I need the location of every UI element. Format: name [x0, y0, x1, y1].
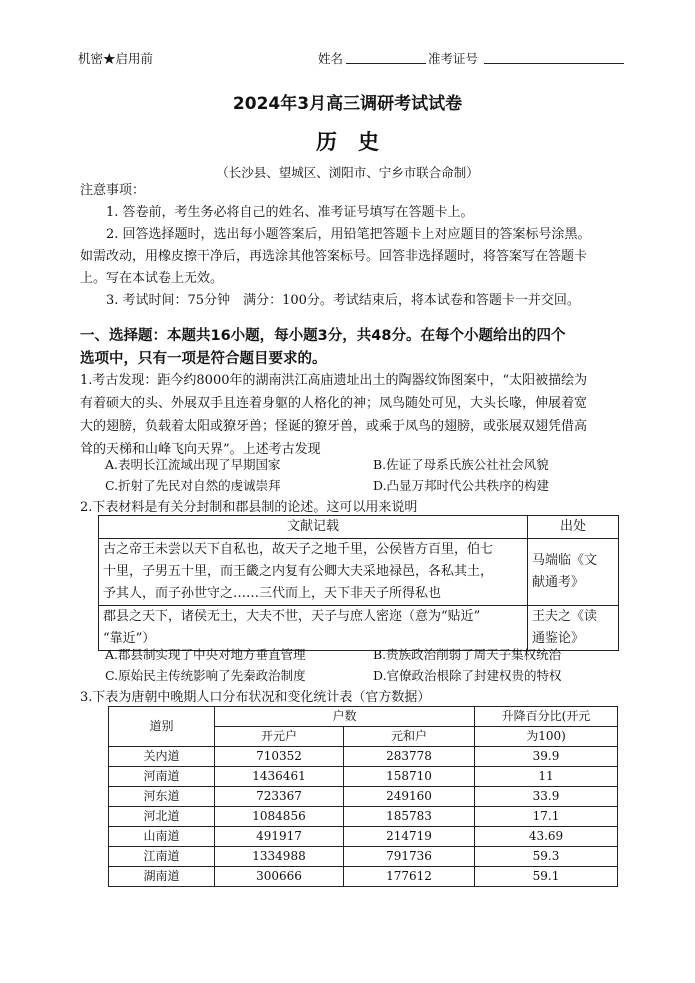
q3-population-table [108, 706, 618, 887]
q1-option-c[interactable]: C.折射了先民对自然的虔诚崇拜 [105, 478, 281, 493]
confidential-mark: 机密★启用前 [78, 51, 154, 66]
q2-row-source [528, 539, 619, 606]
q3-cell-kaiyuan: 710352 [215, 747, 344, 767]
q2-source-line: 马端临《文 [532, 553, 598, 568]
q1-option-a[interactable]: A.表明长江流域出现了早期国家 [105, 457, 281, 472]
q1-line: 有着硕大的头、外展双手且连着身躯的人格化的神；凤鸟随处可见，大头长喙，伸展着宽 [80, 396, 588, 411]
q3-cell-kaiyuan: 300666 [215, 867, 344, 887]
note-line: 上。写在本试卷上无效。 [80, 271, 224, 286]
q2-header-text: 文献记载 [99, 516, 528, 539]
name-label: 姓名 [318, 51, 344, 66]
note-line: 如需改动，用橡皮擦干净后，再选涂其他答案标号。回答非选择题时，将答案写在答题卡 [80, 249, 588, 264]
q2-source-line: 献通考》 [532, 575, 585, 590]
q3-cell-yuanhe: 214719 [344, 827, 475, 847]
q2-source-line: 通鉴论》 [532, 631, 585, 646]
q2-text-line: 十里，子男五十里，而王畿之内复有公卿大夫采地禄邑，各私其土， [103, 564, 494, 579]
question-2-stem: 2.下表材料是有关分封制和郡县制的论述。这可以用来说明 [80, 500, 418, 515]
notes-block [80, 180, 620, 312]
q3-cell-region: 关内道 [109, 747, 215, 767]
exam-title: 2024年3月高三调研考试试卷 [232, 94, 463, 114]
q2-row-text [99, 606, 528, 651]
q3-cell-kaiyuan: 1436461 [215, 767, 344, 787]
q3-cell-yuanhe: 249160 [344, 787, 475, 807]
q3-cell-kaiyuan: 491917 [215, 827, 344, 847]
note-line: 1. 答卷前，考生务必将自己的姓名、准考证号填写在答题卡上。 [106, 205, 474, 220]
q3-cell-pct: 59.1 [475, 867, 618, 887]
q3-cell-region: 湖南道 [109, 867, 215, 887]
question-1-stem [80, 369, 620, 461]
q3-header-pct-2: 为100) [475, 727, 618, 747]
q2-text-line: 古之帝王未尝以天下自私也，故天子之地千里，公侯皆方百里，伯七 [103, 542, 494, 557]
q2-option-b[interactable]: B.贵族政治削弱了周天子集权统治 [373, 647, 562, 662]
q3-cell-yuanhe: 177612 [344, 867, 475, 887]
q2-text-line: “靠近”） [103, 631, 156, 646]
q2-option-c[interactable]: C.原始民主传统影响了先秦政治制度 [105, 668, 306, 683]
q1-option-d[interactable]: D.凸显万邦时代公共秩序的构建 [373, 478, 550, 493]
q3-cell-kaiyuan: 1084856 [215, 807, 344, 827]
q3-cell-yuanhe: 283778 [344, 747, 475, 767]
q2-text-line: 予其人，而子孙世守之……三代而上，天下非天子所得私也 [103, 586, 442, 601]
section-heading [80, 325, 620, 371]
q2-row-source [528, 606, 619, 651]
name-blank [346, 63, 426, 64]
q1-line: 大的翅膀，负载着太阳或獠牙兽；怪诞的獠牙兽，或乘于凤鸟的翅膀，或张展双翅凭借高 [80, 419, 588, 434]
table-row [109, 807, 618, 827]
q3-cell-pct: 33.9 [475, 787, 618, 807]
q2-row-text [99, 539, 528, 606]
q2-source-table [98, 515, 619, 651]
q1-option-b[interactable]: B.佐证了母系氏族公社社会风貌 [373, 457, 549, 472]
q3-header-yuanhe: 元和户 [344, 727, 475, 747]
q3-cell-pct: 43.69 [475, 827, 618, 847]
q1-line: 耸的天梯和山峰飞向天界”。上述考古发现 [80, 442, 321, 457]
q3-header-pct-1: 升降百分比(开元 [475, 707, 618, 727]
q3-cell-kaiyuan: 723367 [215, 787, 344, 807]
table-row [109, 827, 618, 847]
table-row [109, 787, 618, 807]
q2-source-line: 王夫之《读 [532, 609, 598, 624]
exam-number-blank [484, 63, 624, 64]
issuer-line: （长沙县、望城区、浏阳市、宁乡市联合命制） [216, 165, 479, 180]
subject-title: 历 史 [316, 130, 379, 154]
q2-option-d[interactable]: D.官僚政治根除了封建权贵的特权 [373, 668, 562, 683]
q3-header-region: 道别 [109, 707, 215, 747]
q3-cell-yuanhe: 185783 [344, 807, 475, 827]
q1-line: 1.考古发现：距今约8000年的湖南洪江高庙遗址出土的陶器纹饰图案中，“太阳被描绘为 [80, 373, 588, 388]
q2-text-line: 郡县之天下，诸侯无土，大夫不世，天子与庶人密迩（意为“贴近” [103, 609, 481, 624]
notes-heading: 注意事项： [80, 183, 146, 198]
section-heading-line: 一、选择题：本题共16小题，每小题3分，共48分。在每个小题给出的四个 [80, 328, 566, 344]
q3-cell-region: 河东道 [109, 787, 215, 807]
question-3-stem: 3.下表为唐朝中晚期人口分布状况和变化统计表（官方数据） [80, 690, 431, 705]
note-line: 3. 考试时间：75分钟 满分：100分。考试结束后，将本试卷和答题卡一并交回。 [106, 293, 580, 308]
q3-header-kaiyuan: 开元户 [215, 727, 344, 747]
q3-cell-pct: 17.1 [475, 807, 618, 827]
section-heading-line: 选项中，只有一项是符合题目要求的。 [80, 351, 327, 367]
table-row [109, 847, 618, 867]
q3-cell-yuanhe: 158710 [344, 767, 475, 787]
q3-cell-kaiyuan: 1334988 [215, 847, 344, 867]
q3-header-households: 户数 [215, 707, 475, 727]
q2-header-source: 出处 [528, 516, 619, 539]
q3-cell-pct: 59.3 [475, 847, 618, 867]
q3-cell-region: 河北道 [109, 807, 215, 827]
table-row [109, 867, 618, 887]
q3-cell-pct: 39.9 [475, 747, 618, 767]
q3-cell-region: 江南道 [109, 847, 215, 867]
q2-option-a[interactable]: A.郡县制实现了中央对地方垂直管理 [105, 647, 306, 662]
q3-cell-region: 河南道 [109, 767, 215, 787]
q3-cell-region: 山南道 [109, 827, 215, 847]
q3-cell-yuanhe: 791736 [344, 847, 475, 867]
note-line: 2. 回答选择题时，选出每小题答案后，用铅笔把答题卡上对应题目的答案标号涂黑。 [106, 227, 591, 242]
q3-cell-pct: 11 [475, 767, 618, 787]
exam-number-label: 准考证号 [428, 51, 479, 66]
table-row [109, 767, 618, 787]
table-row [109, 747, 618, 767]
